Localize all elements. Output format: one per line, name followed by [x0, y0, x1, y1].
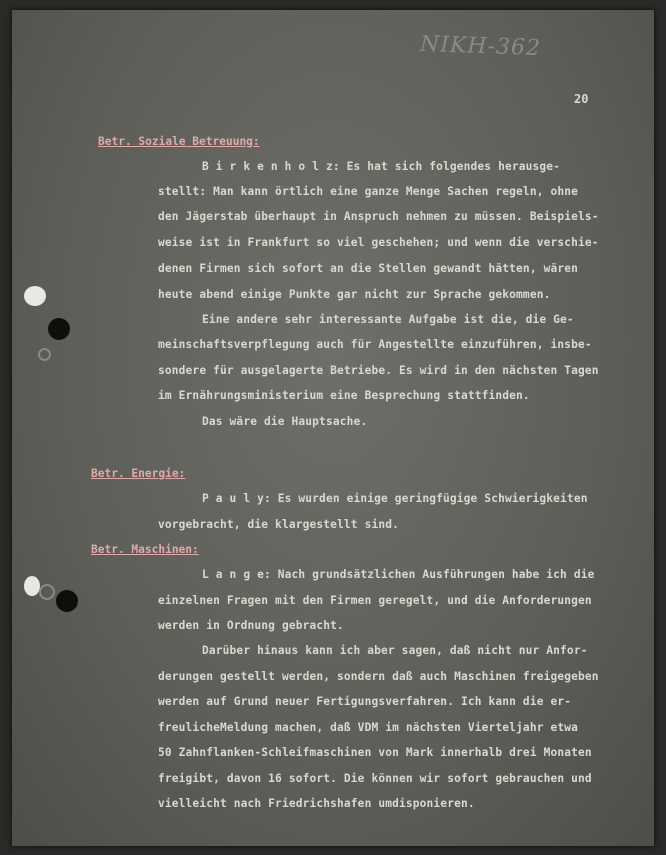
text-line: den Jägerstab überhaupt in Anspruch nehmen zu müssen. Beispiels- — [158, 210, 599, 223]
text-line: weise ist in Frankfurt so viel geschehen; und wenn die verschie- — [158, 236, 599, 249]
page-number: 20 — [574, 92, 589, 106]
text-line: stellt: Man kann örtlich eine ganze Menge Sachen regeln, ohne — [158, 185, 579, 198]
text-line: werden auf Grund neuer Fertigungsverfahren. Ich kann die er- — [158, 695, 572, 708]
punch-hole — [48, 318, 70, 340]
text-line: werden in Ordnung gebracht. — [158, 619, 344, 632]
text-line: Eine andere sehr interessante Aufgabe ist die, die Ge- — [202, 313, 574, 326]
section-heading-energie: Betr. Energie: — [91, 467, 186, 480]
section-heading-soziale-betreuung: Betr. Soziale Betreuung: — [98, 135, 260, 148]
punch-hole — [56, 590, 78, 612]
paper-ring — [39, 584, 55, 600]
text-line: meinschaftsverpflegung auch für Angestellte einzuführen, insbe- — [158, 338, 592, 351]
section-heading-maschinen: Betr. Maschinen: — [91, 543, 199, 556]
text-line: L a n g e: Nach grundsätzlichen Ausführungen habe ich die — [202, 568, 595, 581]
document-page — [12, 10, 654, 846]
text-line: im Ernährungsministerium eine Besprechung stattfinden. — [158, 389, 530, 402]
paper-spot — [24, 576, 40, 596]
text-line: vorgebracht, die klargestellt sind. — [158, 518, 399, 531]
text-line: vielleicht nach Friedrichshafen umdisponieren. — [158, 797, 475, 810]
text-line: Das wäre die Hauptsache. — [202, 415, 368, 428]
text-line: denen Firmen sich sofort an die Stellen gewandt hätten, wären — [158, 262, 579, 275]
text-line: 50 Zahnflanken-Schleifmaschinen von Mark innerhalb drei Monaten — [158, 746, 592, 759]
text-line: sondere für ausgelagerte Betriebe. Es wird in den nächsten Tagen — [158, 364, 599, 377]
text-line: einzelnen Fragen mit den Firmen geregelt, und die Anforderungen — [158, 594, 592, 607]
text-line: Darüber hinaus kann ich aber sagen, daß nicht nur Anfor- — [202, 644, 588, 657]
text-line: freigibt, davon 16 sofort. Die können wir sofort gebrauchen und — [158, 772, 592, 785]
text-line: P a u l y: Es wurden einige geringfügige Schwierigkeiten — [202, 492, 588, 505]
text-line: derungen gestellt werden, sondern daß auch Maschinen freigegeben — [158, 670, 599, 683]
paper-ring — [38, 348, 51, 361]
text-line: heute abend einige Punkte gar nicht zur Sprache gekommen. — [158, 288, 551, 301]
paper-spot — [24, 286, 46, 306]
archive-mark: NIKH-362 — [419, 31, 542, 62]
text-line: B i r k e n h o l z: Es hat sich folgendes herausge- — [202, 160, 561, 173]
text-line: freulicheMeldung machen, daß VDM im nächsten Vierteljahr etwa — [158, 721, 579, 734]
